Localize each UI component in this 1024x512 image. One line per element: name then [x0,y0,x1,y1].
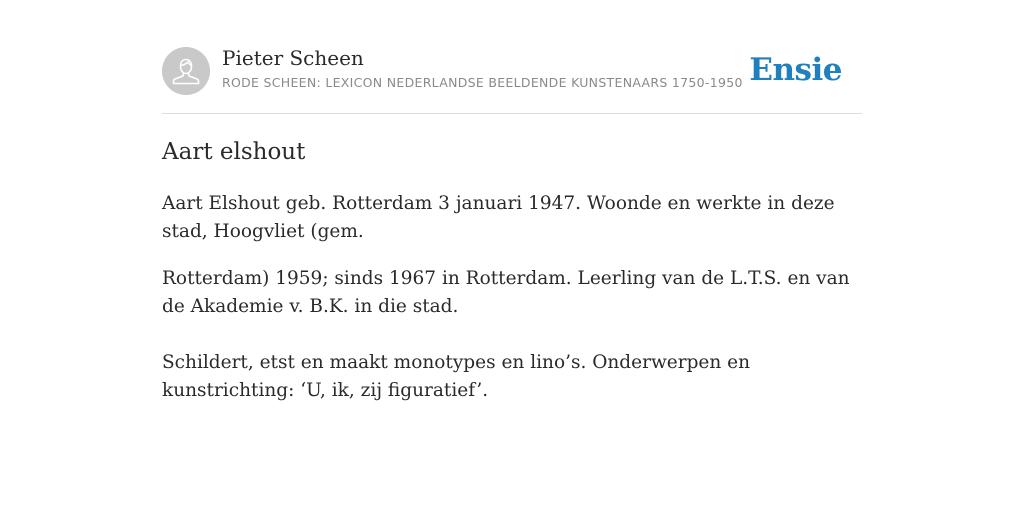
avatar[interactable] [162,47,210,95]
article-paragraph: Schildert, etst en maakt monotypes en lino’s. Onderwerpen en kunstrichting: ‘U, ik, zij figuratief’. [162,352,751,401]
user-avatar-icon [162,47,210,95]
author-name[interactable]: Pieter Scheen [222,46,364,70]
header-divider [162,113,862,114]
article-content [162,136,862,405]
article-paragraph: Rotterdam) 1959; sinds 1967 in Rotterdam. Leerling van de L.T.S. en van de Akademie v. B.K. in die stad. [162,268,850,317]
source-lexicon[interactable]: RODE SCHEEN: LEXICON NEDERLANDSE BEELDENDE KUNSTENAARS 1750-1950 [222,75,743,90]
ensie-logo[interactable]: Ensie [749,52,842,88]
article-paragraph: Aart Elshout geb. Rotterdam 3 januari 1947. Woonde en werkte in deze stad, Hoogvliet (gem. [162,193,835,242]
article-title: Aart elshout [162,139,306,165]
article-header [162,46,862,96]
